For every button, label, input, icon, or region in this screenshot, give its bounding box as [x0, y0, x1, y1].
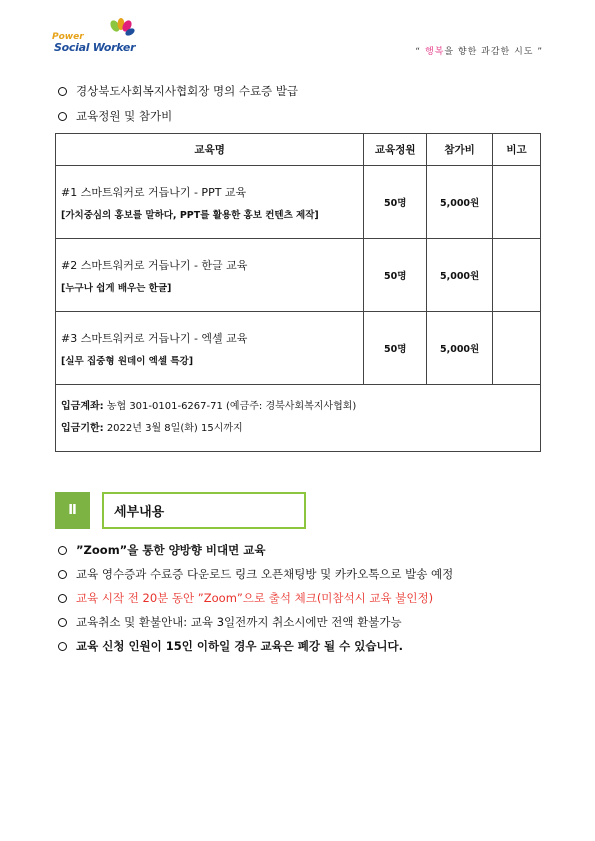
slogan-open: “ — [415, 47, 425, 57]
slogan-highlight: 행복 — [424, 47, 445, 57]
bullet-text: 교육정원 및 참가비 — [76, 109, 173, 123]
fee-cell: 5,000원 — [427, 239, 493, 312]
deadline-label: 입금기한: — [61, 423, 104, 434]
header-fee: 참가비 — [427, 134, 493, 166]
bullet-text: 경상북도사회복지사협회장 명의 수료증 발급 — [76, 84, 299, 98]
logo — [50, 18, 140, 58]
account-value: 농협 301-0101-6267-71 (예금주: 경북사회복지사협회) — [103, 401, 357, 412]
circle-bullet-icon — [58, 546, 67, 555]
circle-bullet-icon — [58, 594, 67, 603]
detail-text: 교육 시작 전 20분 동안 ”Zoom”으로 출석 체크(미참석시 교육 불인정) — [76, 591, 434, 605]
course-name-cell — [56, 166, 364, 239]
circle-bullet-icon — [58, 570, 67, 579]
detail-text: 교육 신청 인원이 15인 이하일 경우 교육은 폐강 될 수 있습니다. — [76, 639, 404, 653]
course-title: #3 스마트워커로 거듭나기 - 엑셀 교육 — [61, 331, 248, 345]
capacity-cell: 50명 — [364, 239, 427, 312]
circle-bullet-icon — [58, 112, 67, 121]
section-title: 세부내용 — [102, 492, 306, 529]
slogan — [415, 44, 543, 57]
header-capacity: 교육정원 — [364, 134, 427, 166]
course-name-cell — [56, 239, 364, 312]
payment-info-row — [56, 385, 541, 452]
circle-bullet-icon — [58, 618, 67, 627]
slogan-rest: 을 향한 과감한 시도 ” — [444, 47, 543, 57]
payment-info-cell — [56, 385, 541, 452]
course-subtitle: [누구나 쉽게 배우는 한글] — [61, 282, 172, 294]
flower-logo-icon — [106, 18, 136, 40]
detail-text: ”Zoom”을 통한 양방향 비대면 교육 — [76, 543, 266, 557]
fee-cell: 5,000원 — [427, 312, 493, 385]
note-cell — [493, 166, 541, 239]
section-number: Ⅱ — [55, 492, 90, 529]
table-row — [56, 239, 541, 312]
detail-item — [58, 542, 265, 558]
deadline-value: 2022년 3월 8일(화) 15시까지 — [103, 423, 243, 434]
capacity-cell: 50명 — [364, 312, 427, 385]
course-title: #1 스마트워커로 거듭나기 - PPT 교육 — [61, 185, 247, 199]
course-name-cell — [56, 312, 364, 385]
course-title: #2 스마트워커로 거듭나기 - 한글 교육 — [61, 258, 248, 272]
bullet-capacity-fee — [58, 108, 172, 124]
table-row — [56, 166, 541, 239]
logo-power-text: Power — [52, 32, 84, 42]
detail-item — [58, 614, 402, 630]
detail-item-warning — [58, 590, 433, 606]
circle-bullet-icon — [58, 87, 67, 96]
header-course-name: 교육명 — [56, 134, 364, 166]
note-cell — [493, 239, 541, 312]
detail-item — [58, 638, 403, 654]
note-cell — [493, 312, 541, 385]
table-header-row — [56, 134, 541, 166]
course-subtitle: [가치중심의 홍보를 말하다, PPT를 활용한 홍보 컨텐츠 제작] — [61, 209, 319, 221]
deadline-line — [61, 418, 535, 440]
header-note: 비고 — [493, 134, 541, 166]
education-table — [55, 133, 541, 452]
fee-cell: 5,000원 — [427, 166, 493, 239]
course-subtitle: [실무 집중형 원데이 엑셀 특강] — [61, 355, 194, 367]
bullet-certificate — [58, 83, 298, 99]
logo-social-worker-text: Social Worker — [54, 41, 136, 54]
account-line — [61, 396, 535, 418]
section-heading — [55, 492, 295, 529]
table-row — [56, 312, 541, 385]
account-label: 입금계좌: — [61, 401, 104, 412]
detail-text: 교육 영수증과 수료증 다운로드 링크 오픈채팅방 및 카카오톡으로 발송 예정 — [76, 567, 454, 581]
circle-bullet-icon — [58, 642, 67, 651]
capacity-cell: 50명 — [364, 166, 427, 239]
detail-text: 교육취소 및 환불안내: 교육 3일전까지 취소시에만 전액 환불가능 — [76, 615, 402, 629]
detail-item — [58, 566, 453, 582]
